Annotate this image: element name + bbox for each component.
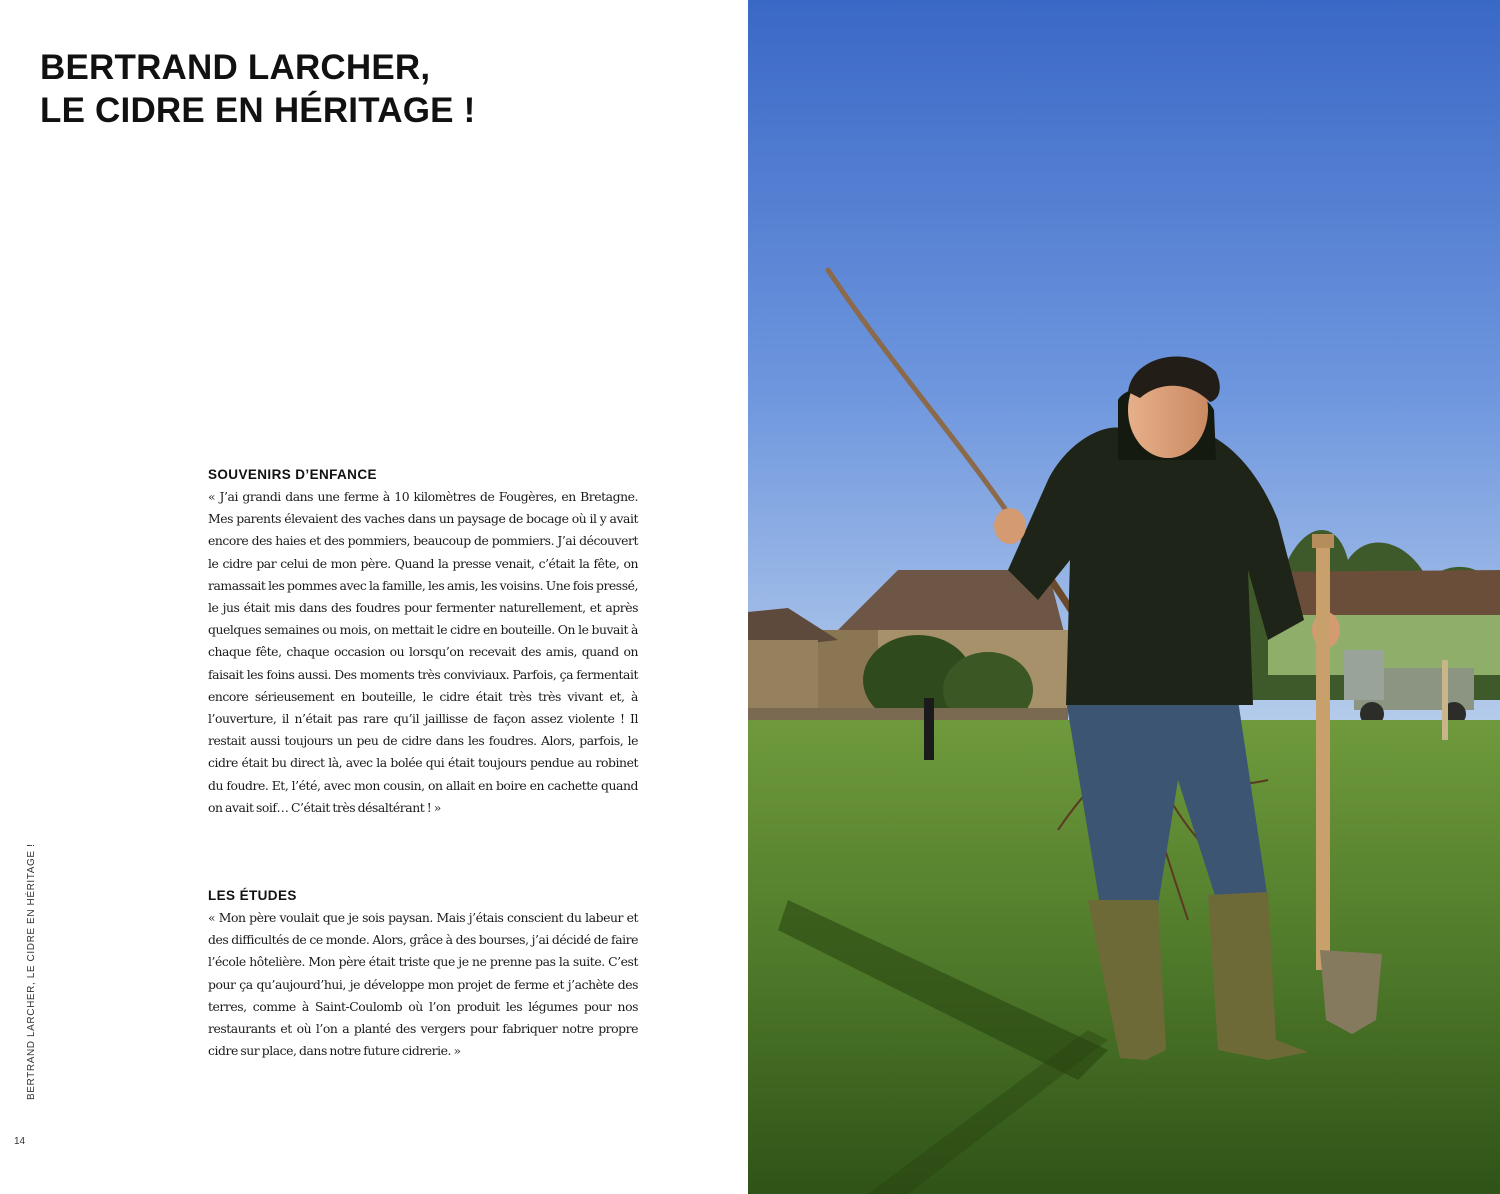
section-etudes bbox=[208, 887, 638, 1062]
left-page bbox=[0, 0, 748, 1194]
left-hand bbox=[994, 508, 1026, 544]
post bbox=[924, 698, 934, 760]
title-line-1: BERTRAND LARCHER, bbox=[40, 48, 431, 87]
farmer-photo bbox=[748, 0, 1500, 1194]
page-number: 14 bbox=[14, 1136, 26, 1147]
post bbox=[1442, 660, 1448, 740]
section-souvenirs bbox=[208, 466, 638, 819]
section-heading: SOUVENIRS D’ENFANCE bbox=[208, 467, 377, 482]
section-body: « J’ai grandi dans une ferme à 10 kilomètres de Fougères, en Bretagne. Mes parents élevaient des vaches dans un paysage de bocage où il y avait encore des haies et des pommiers, beaucoup de pommiers. J’ai découvert le cidre par celui de mon père. Quand la presse venait, c’était la fête, on ramassait les pommes avec la famille, les amis, les voisins. Une fois pressé, le jus était mis dans des foudres pour fermenter naturellement, et après quelques semaines ou mois, on mettait le cidre en bouteille. On le buvait à chaque fête, chaque occasion ou lorsqu’on recevait des amis, quand on faisait les foins aussi. Des moments très conviviaux. Parfois, ça fermentait encore sérieusement en bouteille, le cidre était très très vivant et, à l’ouverture, il n’était pas rare qu’il jaillisse de façon assez violente ! Il restait aussi toujours un peu de cidre dans les foudres. Alors, parfois, le cidre était bu direct là, avec la bolée qui était toujours pendue au robinet du foudre. Et, l’été, avec mon cousin, on allait en boire en cachette quand on avait soif… C’était très désaltérant ! » bbox=[208, 489, 638, 815]
running-head: BERTRAND LARCHER, LE CIDRE EN HÉRITAGE ! bbox=[26, 843, 37, 1100]
photo-illustration bbox=[748, 0, 1500, 1194]
spade-grip bbox=[1312, 534, 1334, 548]
section-body: « Mon père voulait que je sois paysan. Mais j’étais conscient du labeur et des difficultés de ce monde. Alors, grâce à des bourses, j’ai décidé de faire l’école hôtelière. Mon père était triste que je ne prenne pas la suite. C’est pour ça qu’aujourd’hui, je développe mon projet de ferme et j’achète des terres, comme à Saint-Coulomb où l’on produit les légumes pour nos restaurants et où l’on a planté des vergers pour fabriquer notre propre cidre sur place, dans notre future cidrerie. » bbox=[208, 910, 638, 1059]
article-title bbox=[40, 46, 475, 132]
spade-blade bbox=[1320, 950, 1382, 1034]
title-line-2: LE CIDRE EN HÉRITAGE ! bbox=[40, 91, 476, 130]
spade-handle bbox=[1316, 540, 1330, 970]
section-heading: LES ÉTUDES bbox=[208, 888, 297, 903]
